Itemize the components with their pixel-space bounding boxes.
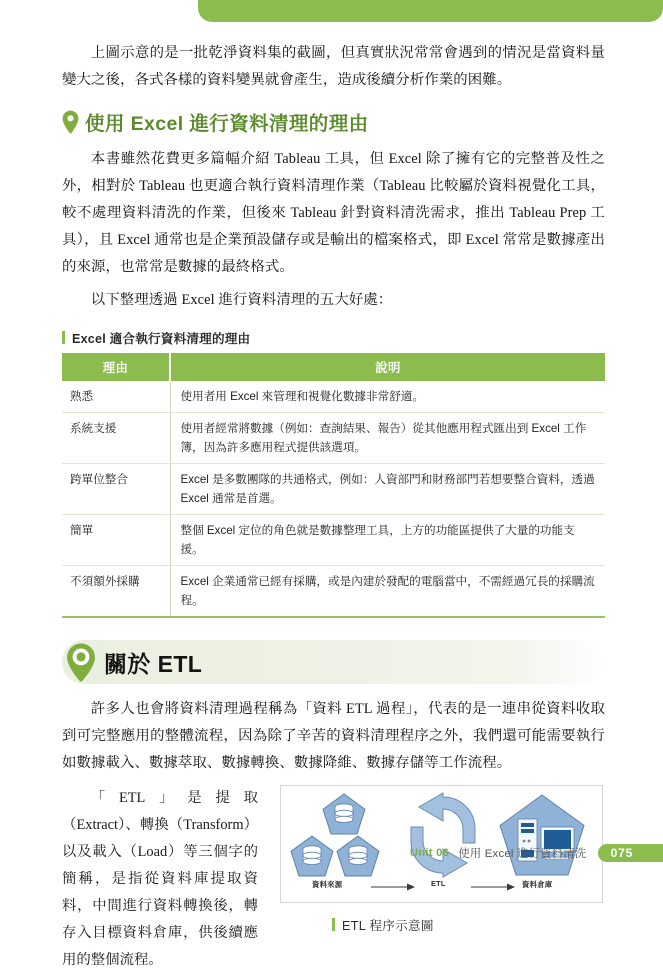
etl-definition-and-figure (62, 785, 605, 974)
cell-desc: 整個 Excel 定位的角色就是數據整理工具，上方的功能區提供了大量的功能支援。 (170, 515, 605, 566)
cell-desc: 使用者用 Excel 來管理和視覺化數據非常舒適。 (170, 381, 605, 413)
label-data-warehouse: 資料倉庫 (522, 880, 553, 889)
table-caption-label: Excel 適合執行資料清理的理由 (72, 332, 251, 346)
table-row (62, 464, 605, 515)
label-etl: ETL (431, 879, 446, 888)
page-footer (410, 843, 663, 863)
arrow-etl-to-warehouse-icon (471, 882, 517, 892)
arrow-source-to-etl-icon (371, 882, 417, 892)
cell-reason: 簡單 (62, 515, 170, 566)
etl-cycle-arrows-icon (399, 791, 487, 879)
etl-definition-column (62, 785, 258, 974)
paragraph-etl-body: 許多人也會將資料清理過程稱為「資料 ETL 過程」，代表的是一連串從資料收取到可完整應用的整體流程，因為除了辛苦的資料清理程序之外，我們還可能需要執行如數據載入、數據萃取、數據轉換、數據降維、數據存儲等工作流程。 (62, 701, 605, 771)
cell-reason: 跨單位整合 (62, 464, 170, 515)
table-row (62, 413, 605, 464)
cell-desc: Excel 企業通常已經有採購，或是內建於發配的電腦當中，不需經過冗長的採購流程。 (180, 575, 595, 607)
paragraph-etl-definition: 「ETL」是提取（Extract）、轉換（Transform）以及載入（Load）等三個字的簡稱，是指從資料庫提取資料，中間進行資料轉換後，轉存入目標資料倉庫，供後續應用的整個流程。 (62, 790, 258, 968)
figure-caption-label: ETL 程序示意圖 (342, 919, 434, 933)
page-number-badge: 075 (598, 844, 663, 862)
cell-reason: 不須額外採購 (62, 566, 170, 618)
heading-about-etl (62, 640, 605, 684)
heading-excel-reason-label: 使用 Excel 進行資料清理的理由 (85, 113, 369, 135)
cell-desc: Excel 是多數團隊的共通格式，例如：人資部門和財務部門若想要整合資料，透過 Excel 通常是首選。 (170, 464, 605, 515)
caption-accent-bar (62, 331, 65, 344)
data-warehouse-icon (499, 794, 585, 878)
figure-caption (332, 915, 605, 934)
figure-caption-accent-bar (332, 918, 335, 931)
cell-desc: 使用者經常將數據（例如：查詢結果、報告）從其他應用程式匯出到 Excel 工作簿，因為許多應用程式提供該選項。 (170, 413, 605, 464)
heading-about-etl-label: 關於 ETL (104, 650, 203, 677)
table-head (62, 353, 605, 381)
heading-excel-reason (62, 108, 605, 136)
map-pin-icon (62, 110, 79, 134)
map-pin-target-icon (66, 642, 96, 682)
table-col-desc: 說明 (170, 353, 605, 381)
table-row (62, 566, 605, 618)
table-row (62, 515, 605, 566)
paragraph-intro: 上圖示意的是一批乾淨資料集的截圖，但真實狀況常常會遇到的情況是當資料量變大之後，各式各樣的資料變異就會產生，造成後續分析作業的困難。 (62, 45, 605, 88)
table-row (62, 381, 605, 413)
table-col-reason: 理由 (62, 353, 170, 381)
table-body (62, 381, 605, 617)
cell-reason: 熟悉 (62, 381, 170, 413)
page-content (62, 40, 605, 974)
footer-unit-title: 使用 Excel 進行資料清洗 (458, 848, 587, 860)
table-caption (62, 328, 605, 347)
cell-reason: 系統支援 (62, 413, 170, 464)
table-header-row (62, 353, 605, 381)
footer-unit-number: Unit 06 (409, 847, 450, 859)
paragraph-excel-reason-lead: 以下整理透過 Excel 進行資料清理的五大好處： (90, 292, 393, 308)
paragraph-excel-reason-body: 本書雖然花費更多篇幅介紹 Tableau 工具，但 Excel 除了擁有它的完整普及性之外，相對於 Tableau 也更適合執行資料清理作業（Tableau 比較屬於資料視覺化工具，較不處理資料清洗的作業，但後來 Tableau 針對資料清洗需求，推出 Tableau Prep 工具），且 Excel 通常也是企業預設儲存或是輸出的檔案格式，即 Excel 常常是數據產出的來源，也常常是數據的最終格式。 (62, 151, 605, 275)
reasons-table (62, 353, 605, 618)
data-source-icon (289, 792, 399, 882)
label-data-source: 資料來源 (312, 880, 343, 889)
